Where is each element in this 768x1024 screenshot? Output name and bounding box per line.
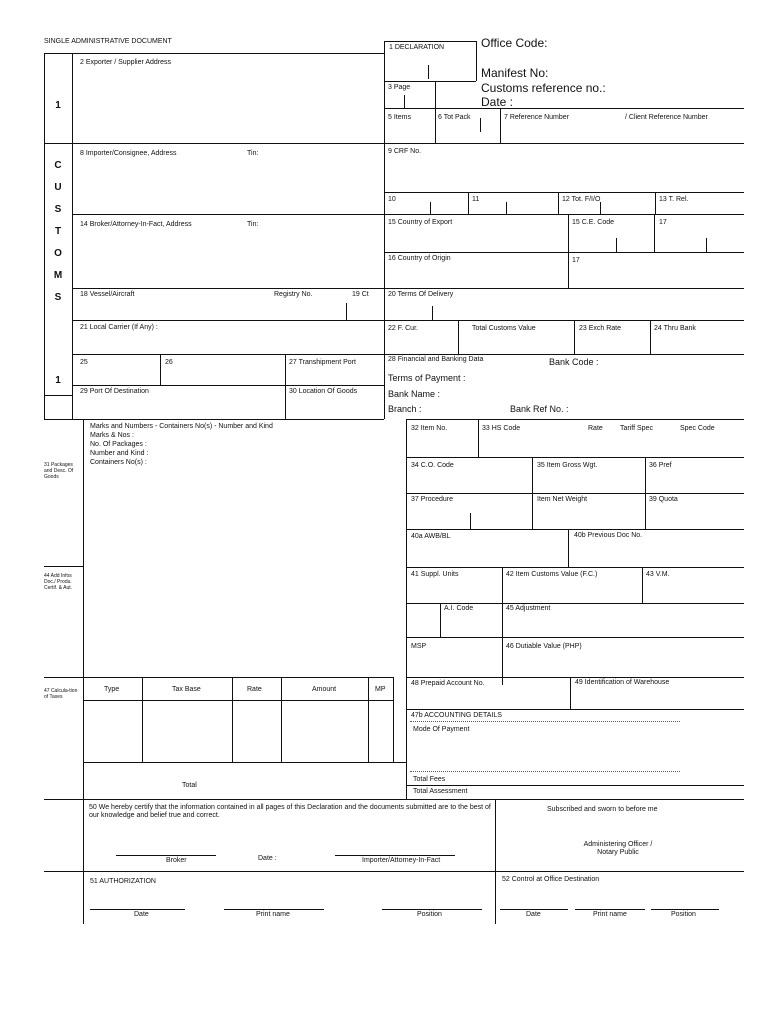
box-27-transhipment: 27 Transhipment Port [289, 359, 356, 366]
box-28-financial: 28 Financial and Banking Data [388, 356, 484, 363]
box-17-b: 17 [572, 257, 580, 264]
box-15-country-export: 15 Country of Export [388, 219, 453, 226]
declaration-date-label: Date : [258, 855, 277, 862]
box-24-thru-bank: 24 Thru Bank [654, 325, 696, 332]
calc-taxes-side-label: 47 Calcula-tion of Taxes [44, 688, 78, 700]
form-title: SINGLE ADMINISTRATIVE DOCUMENT [44, 38, 172, 45]
box-15-ce-code: 15 C.E. Code [572, 219, 615, 226]
box-45-adjustment: 45 Adjustment [506, 605, 551, 612]
box-6-tot-pack: 6 Tot Pack [438, 114, 471, 121]
box-8-importer: 8 Importer/Consignee, Address [80, 150, 177, 157]
customs-letter-u: U [54, 182, 62, 193]
auth-date-label: Date [134, 911, 149, 918]
box-46-dutiable-value: 46 Dutiable Value (PHP) [506, 643, 582, 650]
bank-code-label: Bank Code : [549, 357, 599, 367]
tariff-spec-label: Tariff Spec [620, 425, 653, 432]
box-41-suppl-units: 41 Suppl. Units [411, 571, 459, 578]
administering-officer-label: Administering Officer / Notary Public [583, 841, 653, 856]
box-42-customs-value: 42 Item Customs Value (F.C.) [506, 571, 598, 578]
customs-letter-m: M [53, 270, 63, 281]
no-packages-label: No. Of Packages : [90, 441, 147, 448]
box-37-procedure: 37 Procedure [411, 496, 454, 503]
rate-label: Rate [588, 425, 603, 432]
box-18-registry: Registry No. [274, 291, 313, 298]
mode-payment-label: Mode Of Payment [413, 726, 470, 733]
auth-position-label: Position [417, 911, 442, 918]
box-50-certification: 50 We hereby certify that the information contained in all pages of this Declaration and the documents submitted are to the best of our knowledge and belief true and correct. [89, 804, 491, 819]
box-1-declaration: 1 DECLARATION [389, 44, 445, 51]
box-47b-accounting: 47b ACCOUNTING DETAILS [411, 712, 502, 719]
box-22-total-customs-value: Total Customs Value [472, 325, 536, 332]
box-51-authorization: 51 AUTHORIZATION [90, 878, 156, 885]
box-35-gross-wgt: 35 Item Gross Wgt. [537, 462, 598, 469]
box-26: 26 [165, 359, 173, 366]
box-23-exch-rate: 23 Exch Rate [579, 325, 622, 332]
box-14-tin: Tin: [247, 221, 259, 228]
msp-label: MSP [411, 643, 427, 650]
marks-header: Marks and Numbers - Containers No(s) - Number and Kind [90, 423, 273, 430]
auth-print-name-label: Print name [256, 911, 290, 918]
ai-code-label: A.I. Code [444, 605, 474, 612]
customs-letter-s: S [54, 204, 62, 215]
copy-number-top: 1 [55, 100, 61, 111]
tax-rate-header: Rate [247, 686, 262, 693]
control-position-label: Position [671, 911, 696, 918]
box-36-pref: 36 Pref [649, 462, 672, 469]
branch-label: Branch : [388, 404, 422, 414]
subscribed-sworn-label: Subscribed and sworn to before me [547, 806, 658, 813]
box-2-exporter: 2 Exporter / Supplier Address [80, 59, 172, 66]
box-49-warehouse: 49 Identification of Warehouse [575, 679, 670, 686]
manifest-no-label: Manifest No: [481, 66, 549, 80]
customs-letter-o: O [54, 248, 62, 259]
packages-side-label: 31 Packages and Desc. Of Goods [44, 462, 74, 480]
customs-letter-s2: S [54, 292, 62, 303]
terms-payment-label: Terms of Payment : [388, 373, 466, 383]
copy-number-bottom: 1 [55, 375, 61, 386]
box-30-location-goods: 30 Location Of Goods [289, 388, 358, 395]
box-21-local-carrier: 21 Local Carrier (If Any) : [80, 324, 158, 331]
box-7-reference: 7 Reference Number [504, 114, 569, 121]
box-34-co-code: 34 C.O. Code [411, 462, 454, 469]
box-9-crf: 9 CRF No. [388, 148, 422, 155]
box-3-page: 3 Page [388, 84, 411, 91]
customs-letter-c: C [54, 160, 62, 171]
box-11: 11 [472, 196, 480, 203]
bank-name-label: Bank Name : [388, 389, 441, 399]
box-48-prepaid-account: 48 Prepaid Account No. [411, 680, 485, 687]
box-12-tot-fio: 12 Tot. F/I/O [562, 196, 601, 203]
date-label: Date : [481, 95, 514, 109]
box-20-terms-delivery: 20 Terms Of Delivery [388, 291, 454, 298]
tax-mp-header: MP [375, 686, 386, 693]
containers-label: Containers No(s) : [90, 459, 147, 466]
add-info-side-label: 44 Add Infos Doc./ Produ. Certif. & Aut. [44, 573, 73, 591]
box-18-vessel: 18 Vessel/Aircraft [80, 291, 135, 298]
box-33-hs-code: 33 HS Code [482, 425, 521, 432]
box-13-t-rel: 13 T. Rel. [659, 196, 689, 203]
tax-total-label: Total [182, 782, 197, 789]
broker-signature-label: Broker [166, 857, 187, 864]
total-assessment-label: Total Assessment [413, 788, 468, 795]
customs-reference-label: Customs reference no.: [481, 81, 606, 95]
bank-ref-label: Bank Ref No. : [510, 404, 569, 414]
tax-base-header: Tax Base [172, 686, 201, 693]
tax-type-header: Type [104, 686, 120, 693]
number-kind-label: Number and Kind : [90, 450, 149, 457]
box-5-items: 5 Items [388, 114, 411, 121]
box-52-control-destination: 52 Control at Office Destination [502, 876, 600, 883]
box-43-vm: 43 V.M. [646, 571, 670, 578]
box-25: 25 [80, 359, 88, 366]
box-40b-previous-doc: 40b Previous Doc No. [574, 532, 643, 539]
box-14-broker: 14 Broker/Attorney-In-Fact, Address [80, 221, 192, 228]
box-40a-awb: 40a AWB/BL [411, 533, 451, 540]
marks-nos-label: Marks & Nos : [90, 432, 134, 439]
control-print-name-label: Print name [593, 911, 627, 918]
box-8-tin: Tin: [247, 150, 259, 157]
box-29-port-destination: 29 Port Of Destination [80, 388, 149, 395]
control-date-label: Date [526, 911, 541, 918]
box-19-ct: 19 Ct [352, 291, 369, 298]
total-fees-label: Total Fees [413, 776, 446, 783]
importer-attorney-label: Importer/Attorney-In-Fact [362, 857, 441, 864]
box-32-item-no: 32 Item No. [411, 425, 448, 432]
box-10: 10 [388, 196, 396, 203]
box-39-quota: 39 Quota [649, 496, 678, 503]
tax-amount-header: Amount [312, 686, 337, 693]
box-22-f-cur: 22 F. Cur. [388, 325, 418, 332]
box-7-client-reference: / Client Reference Number [625, 114, 708, 121]
item-net-weight-label: Item Net Weight [537, 496, 588, 503]
office-code-label: Office Code: [481, 36, 548, 50]
customs-letter-t: T [54, 226, 62, 237]
spec-code-label: Spec Code [680, 425, 715, 432]
box-16-country-origin: 16 Country of Origin [388, 255, 451, 262]
box-17-a: 17 [659, 219, 667, 226]
